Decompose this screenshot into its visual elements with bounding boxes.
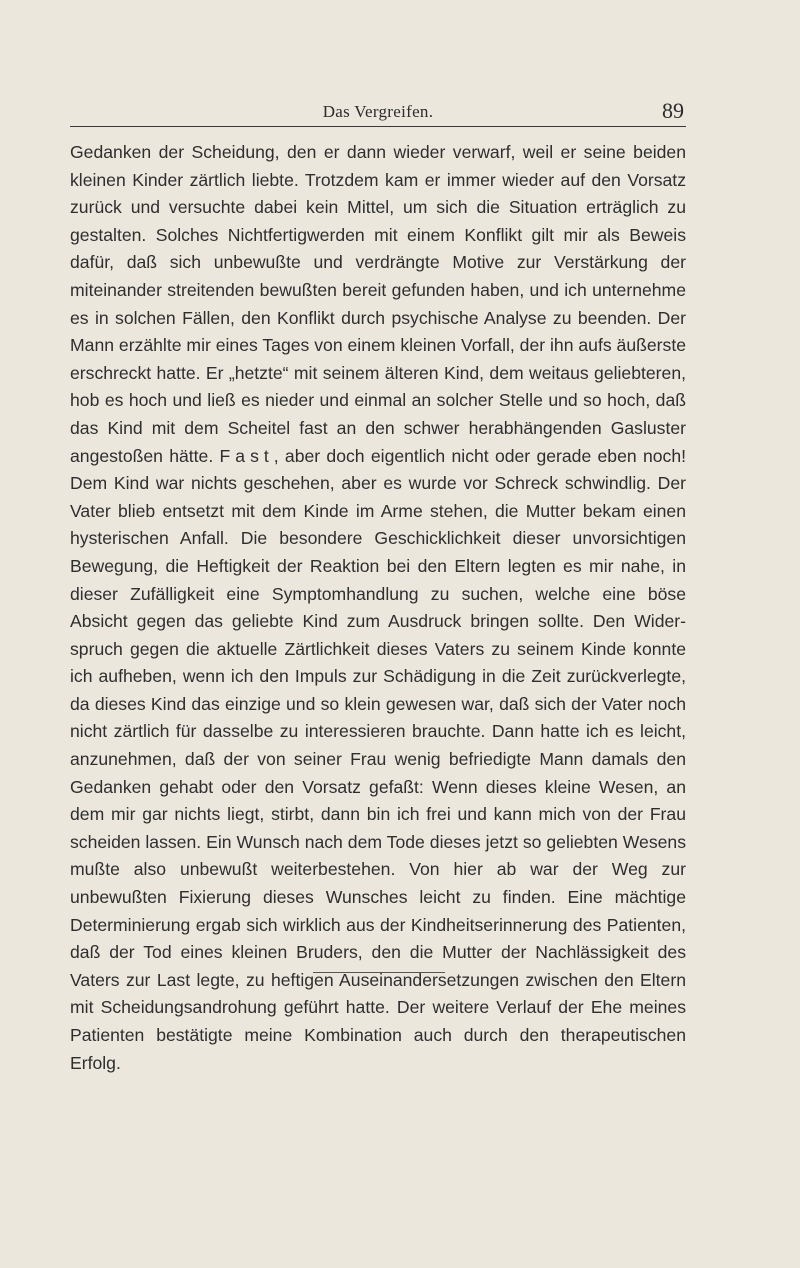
body-text-part-2: , aber doch eigentlich nicht oder gerade eben noch! Dem Kind war nichts geschehen, aber es wurde vor Schreck schwindlig. Der Vater blieb entsetzt mit dem Kinde im Arme stehen, die Mutter bekam einen hysterischen Anfall. Die besondere Geschicklichkeit dieser unvorsichtigen Bewegung, die Heftigkeit der Reaktion bei den Eltern legten es mir nahe, in dieser Zufälligkeit eine Symptomhandlung zu suchen, welche eine böse Absicht gegen das geliebte Kind zum Ausdruck bringen sollte. Den Widerspruch gegen die aktuelle Zärtlichkeit dieses Vaters zu seinem Kinde konnte ich aufheben, wenn ich den Impuls zur Schädigung in die Zeit zurückverlegte, da dieses Kind das einzige und so klein gewesen war, daß sich der Vater noch nicht zärtlich für dasselbe zu interessieren brauchte. Dann hatte ich es leicht, anzunehmen, daß der von seiner Frau wenig befriedigte Mann damals den Gedanken gehabt oder den Vorsatz gefaßt: Wenn dieses kleine Wesen, an dem mir gar nichts liegt, stirbt, dann bin ich frei und kann mich von der Frau scheiden lassen. Ein Wunsch nach dem Tode dieses jetzt so geliebten Wesens mußte also unbewußt weiterbestehen. Von hier ab war der Weg zur unbewußten Fixierung dieses Wunsches leicht zu finden. Eine mächtige Determinierung ergab sich wirklich aus der Kindheitserinnerung des Patienten, daß der Tod eines kleinen Bruders, den die Mutter der Nachlässigkeit des Vaters zur Last legte, zu heftigen Auseinandersetzungen zwischen den Eltern mit Scheidungsandrohung geführt hatte. Der weitere Verlauf der Ehe meines Patienten bestätigte meine Kombination auch durch den therapeutischen Erfolg. [70, 445, 686, 1073]
running-title: Das Vergreifen. [322, 102, 434, 121]
end-rule [313, 972, 445, 973]
body-text-part-1: Gedanken der Scheidung, den er dann wieder verwarf, weil er seine beiden kleinen Kinder zärtlich liebte. Trotzdem kam er immer wieder auf den Vorsatz zurück und versuchte dabei kein Mittel, um sich die Situation erträglich zu gestalten. Solches Nichtfertigwerden mit einem Konflikt gilt mir als Beweis dafür, daß sich unbewußte und verdrängte Motive zur Verstärkung der miteinander streitenden bewußten bereit gefunden haben, und ich unternehme es in solchen Fällen, den Konflikt durch psychische Analyse zu beenden. Der Mann erzählte mir eines Tages von einem kleinen Vorfall, der ihn aufs äußerste erschreckt hatte. Er „hetzte“ mit seinem älteren Kind, dem weitaus geliebteren, hob es hoch und ließ es nieder und einmal an solcher Stelle und so hoch, daß das Kind mit dem Scheitel fast an den schwer herabhängenden Gasluster angestoßen hätte. [70, 142, 686, 466]
running-header [70, 100, 686, 127]
emphasized-word: Fast [219, 445, 274, 466]
body-paragraph [70, 139, 686, 1077]
page-number: 89 [662, 98, 684, 123]
